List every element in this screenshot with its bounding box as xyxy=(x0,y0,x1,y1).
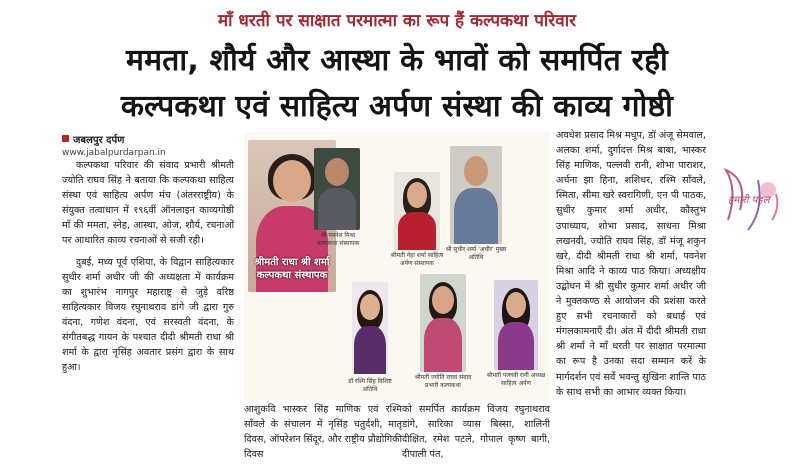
source-label xyxy=(62,128,222,147)
article-kicker: माँ धरती पर साक्षात परमात्मा का रूप हैं कल्पकथा परिवार xyxy=(217,11,577,31)
caption-pallavi-rani: श्रीमती पल्लवी रानी अध्यक्ष साहित्य अर्पण xyxy=(486,372,546,387)
caption-radha-shri-sharma: श्रीमती राधा श्री शर्मा कल्पकथा संस्थापक xyxy=(254,257,330,281)
caption-jyoti-raghav: श्रीमती ज्योति राघव संवाद प्रभारी कल्पकथा xyxy=(414,374,472,389)
photo-neha-sharma xyxy=(394,172,440,250)
caption-rashmi-singh: डॉ रश्मि सिंह विशिष्ट अतिथि xyxy=(348,378,392,393)
headline-line-2: कल्पकथा एवं साहित्य अर्पण संस्था की काव्य गोष्ठी xyxy=(120,89,674,124)
column-2-paragraph-1: आशुकवि भास्कर सिंह माणिक एवं रश्मि साँवले के संचालन में नृसिंह चतुर्दशी, मातृ दिवस, ऑपरेशन सिंदूर, और राष्ट्रीय प्रौद्योगिकी दिवस xyxy=(244,404,402,461)
caption-sudhir-sharma: श्री सुधीर शर्मा 'अधीर' मुख्य अतिथि xyxy=(445,246,507,261)
hamari-pahal-logo xyxy=(718,150,788,250)
caption-pavnesh-mishra: श्री पवनेश मिश्रा कल्पकथा संस्थापक xyxy=(316,232,360,247)
source-name: जबलपुर दर्पण xyxy=(73,135,125,146)
logo-text: हमारी पहल xyxy=(728,195,770,206)
headline-line-1: ममता, शौर्य और आस्था के भावों को समर्पित रही xyxy=(126,43,668,78)
column-2 xyxy=(244,402,402,462)
column-3-paragraph-1: को समर्पित कार्यक्रम विजय रघुनाथराव डांगे, सारिका व्यास बिस्सा, शालिनी दीक्षित, रमेश पटले, गोपाल कृष्ण बागी, दीपाली पंत, xyxy=(402,404,550,461)
photo-jyoti-raghav xyxy=(420,274,466,372)
column-1 xyxy=(62,158,234,375)
byline xyxy=(62,128,222,158)
photo-sudhir-sharma xyxy=(450,146,502,244)
column-1-paragraph-2: दुबई, मध्य पूर्व एशिया, के विद्वान साहित्यकार सुधीर शर्मा अधीर जी की अध्यक्षता में कार्यक्रम का शुभारंभ नागपुर महाराष्ट्र से जुड़े वरिष्ठ साहित्यकार विजय रघुनाथराव डांगे जी द्वारा गुरु वंदना, गणेश वंदना, एवं सरस्वती वंदना, के संगीतबद्ध गायन के पश्चात दीदी श्रीमती राधा श्री शर्मा के द्वारा नृसिंह अवतार प्रसंग द्वारा के साथ हुआ। xyxy=(62,256,234,374)
photo-collage xyxy=(244,132,550,400)
column-3 xyxy=(402,402,550,462)
photo-pavnesh-mishra xyxy=(314,148,360,230)
column-1-paragraph-1: कल्पकथा परिवार की संवाद प्रभारी श्रीमती ज्योति राघव सिंह ने बताया कि कल्पकथा साहित्य संस्था एवं साहित्य अर्पण मंच (अंतरराष्ट्रीय) के संयुक्त तत्वाधान में १९६वीं ऑनलाइन काव्यगोष्ठी माँ की ममता, स्नेह, आस्था, ओज, शौर्य, रचनाओं पर आधारित काव्य रचनाओं से सजी रही। xyxy=(62,160,234,247)
column-4 xyxy=(556,128,706,400)
source-website[interactable]: www.jabalpurdarpan.in xyxy=(62,148,166,158)
photo-rashmi-singh xyxy=(352,282,388,374)
caption-neha-sharma: श्रीमती नेहा शर्मा साहित्य अर्पण संस्थापक xyxy=(390,252,444,267)
photo-pallavi-rani xyxy=(494,280,538,370)
bullet-icon xyxy=(62,135,69,142)
column-4-paragraph-1: अवधेश प्रसाद मिश्र मधुप, डॉ अंजू सेमवाल, अलका शर्मा, दुर्गादत्त मिश्र बाबा, भास्कर सिंह माणिक, पल्लवी रानी, शोभा पाराशर, अर्चना झा हिना, शशिधर, रश्मि साँवले, स्मिता, सीमा खरे स्वरागिणी, एन पी पाठक, सुधीर कुमार शर्मा अधीर, कौस्तुभ उपाध्याय, शोभा प्रसाद, साधना मिश्रा लखनवी, ज्योति राघव सिंह, डॉ मंजू शकुन खरे, दीदी श्रीमती राधा श्री शर्मा, पवनेश मिश्रा आदि ने काव्य पाठ किया। अध्यक्षीय उद्बोधन में श्री सुधीर कुमार शर्मा अधीर जी ने मुक्तकण्ठ से आयोजन की प्रशंसा करते हुए सभी रचनाकारों को बधाई एवं मंगलकामनाएँ दी। अंत में दीदी श्रीमती राधा श्री शर्मा ने माँ धरती पर साक्षात परमात्मा का रूप है उनका सदा सम्मान करें के मार्गदर्शन एवं सर्वे भवन्तु सुखिनः शान्ति पाठ के साथ सभी का आभार व्यक्त किया। xyxy=(556,130,706,398)
